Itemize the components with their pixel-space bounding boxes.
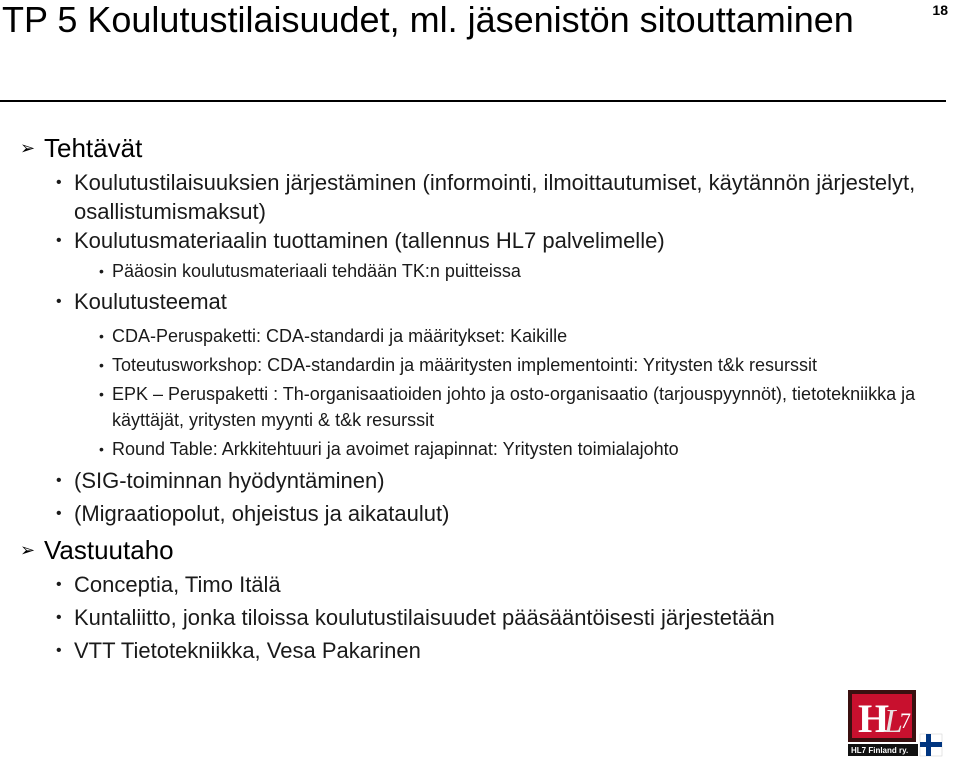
list-item-text: (SIG-toiminnan hyödyntäminen) — [74, 468, 385, 493]
bullet-icon: • — [56, 472, 62, 489]
list-item — [0, 226, 950, 255]
list-item-text: VTT Tietotekniikka, Vesa Pakarinen — [74, 638, 421, 663]
arrow-bullet-icon: ➢ — [20, 138, 36, 158]
bullet-icon: • — [56, 576, 62, 593]
bullet-icon: • — [56, 642, 62, 659]
svg-text:7: 7 — [900, 708, 911, 733]
section-heading-label: Tehtävät — [44, 133, 143, 163]
list-item — [0, 466, 950, 495]
sub-list-item — [0, 381, 950, 433]
list-item-text: Koulutusteemat — [74, 289, 227, 314]
sub-list-item — [0, 323, 950, 349]
section-heading-label: Vastuutaho — [44, 535, 174, 565]
bullet-icon: • — [99, 263, 104, 279]
list-item-text: Koulutusmateriaalin tuottaminen (tallennus HL7 palvelimelle) — [74, 228, 665, 253]
slide-content — [0, 132, 950, 665]
list-item — [0, 499, 950, 528]
svg-text:L: L — [884, 703, 903, 740]
bullet-icon: • — [99, 386, 104, 402]
list-item-text: Conceptia, Timo Itälä — [74, 572, 281, 597]
page-title: TP 5 Koulutustilaisuudet, ml. jäsenistön sitouttaminen — [2, 0, 854, 40]
bullet-icon: • — [99, 357, 104, 373]
list-item-text: CDA-Peruspaketti: CDA-standardi ja määritykset: Kaikille — [112, 326, 568, 346]
svg-text:H: H — [858, 696, 890, 741]
section-heading-vastuutaho — [0, 534, 950, 566]
bullet-icon: • — [56, 232, 62, 249]
bullet-icon: • — [99, 441, 104, 457]
slide-number: 18 — [932, 2, 948, 18]
list-item — [0, 168, 950, 226]
sub-list-item — [0, 352, 950, 378]
list-item-text: Toteutusworkshop: CDA-standardin ja määritysten implementointi: Yritysten t&k resurssit — [112, 355, 817, 375]
section-heading-tehtavat — [0, 132, 950, 164]
bullet-icon: • — [99, 328, 104, 344]
list-item-text: (Migraatiopolut, ohjeistus ja aikataulut) — [74, 501, 450, 526]
list-item — [0, 603, 950, 632]
list-item-text: EPK – Peruspaketti : Th-organisaatioiden johto ja osto-organisaatio (tarjouspyynnöt), tietotekniikka ja käyttäjät, yritysten myynti & t&k resurssit — [112, 384, 916, 430]
list-item — [0, 636, 950, 665]
list-item — [0, 570, 950, 599]
list-item-text: Kuntaliitto, jonka tiloissa koulutustilaisuudet pääsääntöisesti järjestetään — [74, 605, 775, 630]
arrow-bullet-icon: ➢ — [20, 540, 36, 560]
list-item-text: Round Table: Arkkitehtuuri ja avoimet rajapinnat: Yritysten toimialajohto — [112, 439, 679, 459]
bullet-icon: • — [56, 609, 62, 626]
bullet-icon: • — [56, 505, 62, 522]
list-item-text: Koulutustilaisuuksien järjestäminen (informointi, ilmoittautumiset, käytännön järjestelyt, osallistumismaksut) — [74, 170, 916, 224]
hl7-finland-logo — [846, 688, 944, 758]
bullet-icon: • — [56, 293, 62, 310]
bullet-icon: • — [56, 174, 62, 191]
title-divider — [0, 100, 946, 102]
list-item — [0, 287, 950, 316]
svg-text:HL7 Finland ry.: HL7 Finland ry. — [851, 746, 909, 755]
sub-list-item — [0, 436, 950, 462]
sub-list-item — [0, 258, 950, 284]
list-item-text: Pääosin koulutusmateriaali tehdään TK:n puitteissa — [112, 261, 521, 281]
